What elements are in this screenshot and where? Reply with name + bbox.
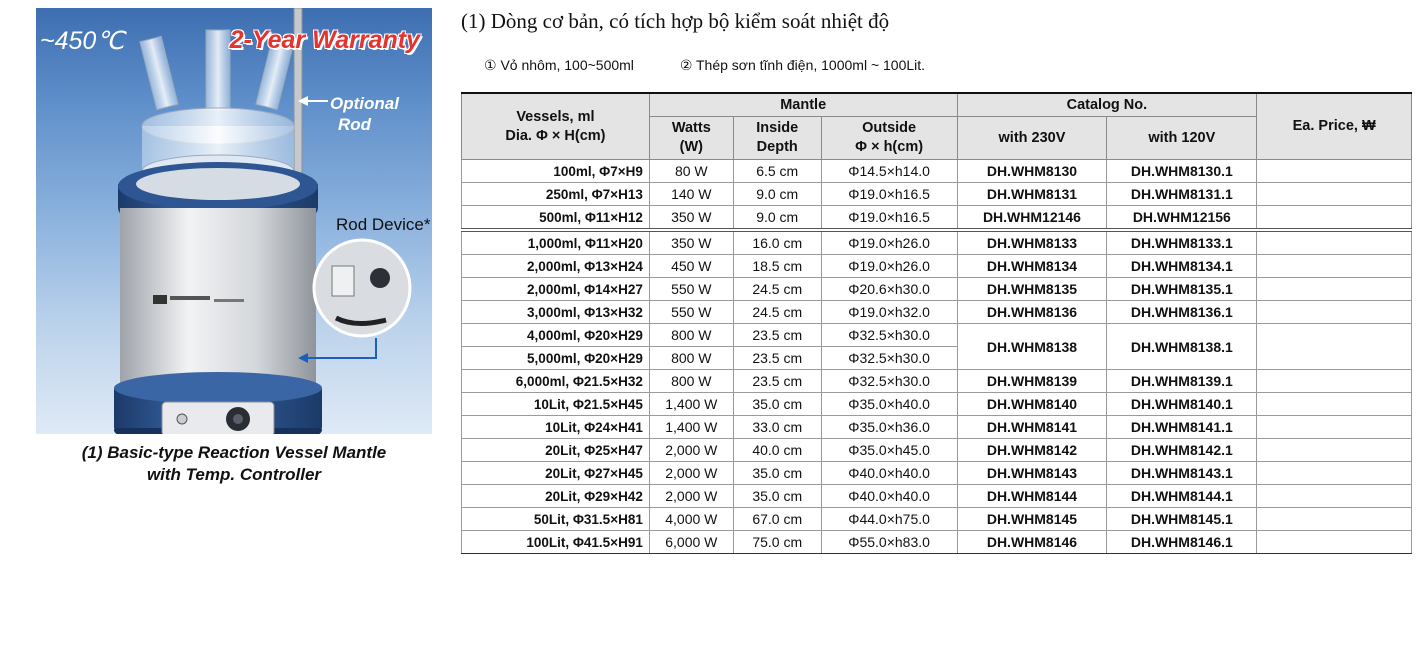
- header-outside: Outside Φ × h(cm): [821, 117, 957, 160]
- caption-line2: with Temp. Controller: [146, 465, 322, 484]
- table-row: 10Lit, Φ21.5×H45 1,400 W 35.0 cm Φ35.0×h40.0 DH.WHM8140 DH.WHM8140.1: [462, 393, 1412, 416]
- table-row: 250ml, Φ7×H13 140 W 9.0 cm Φ19.0×h16.5 DH.WHM8131 DH.WHM8131.1: [462, 183, 1412, 206]
- section-title: (1) Dòng cơ bản, có tích hợp bộ kiểm soát nhiệt độ: [461, 9, 890, 33]
- caption-line1: (1) Basic-type Reaction Vessel Mantle: [81, 443, 387, 462]
- note-steel: ② Thép sơn tĩnh điện, 1000ml ~ 100Lit.: [679, 57, 926, 73]
- table-row: 100Lit, Φ41.5×H91 6,000 W 75.0 cm Φ55.0×h83.0 DH.WHM8146 DH.WHM8146.1: [462, 531, 1412, 554]
- header-price: Ea. Price, ₩: [1257, 93, 1412, 160]
- spec-table: [461, 92, 1412, 554]
- table-row: 6,000ml, Φ21.5×H32 800 W 23.5 cm Φ32.5×h30.0 DH.WHM8139 DH.WHM8139.1: [462, 370, 1412, 393]
- table-row: 5,000ml, Φ20×H29 800 W 23.5 cm Φ32.5×h30.0: [462, 347, 1412, 370]
- table-row: 20Lit, Φ25×H47 2,000 W 40.0 cm Φ35.0×h45.0 DH.WHM8142 DH.WHM8142.1: [462, 439, 1412, 462]
- table-row: 4,000ml, Φ20×H29 800 W 23.5 cm Φ32.5×h30.0 DH.WHM8138 DH.WHM8138.1: [462, 324, 1412, 347]
- photo-caption: [36, 442, 432, 486]
- table-row: 500ml, Φ11×H12 350 W 9.0 cm Φ19.0×h16.5 DH.WHM12146 DH.WHM12156: [462, 206, 1412, 231]
- table-row: 2,000ml, Φ13×H24 450 W 18.5 cm Φ19.0×h26.0 DH.WHM8134 DH.WHM8134.1: [462, 255, 1412, 278]
- table-row: 3,000ml, Φ13×H32 550 W 24.5 cm Φ19.0×h32.0 DH.WHM8136 DH.WHM8136.1: [462, 301, 1412, 324]
- header-vessels: Vessels, ml Dia. Φ × H(cm): [462, 93, 650, 160]
- rod-device-label: Rod Device*: [336, 215, 431, 234]
- header-120v: with 120V: [1107, 117, 1257, 160]
- table-row: 20Lit, Φ29×H42 2,000 W 35.0 cm Φ40.0×h40.0 DH.WHM8144 DH.WHM8144.1: [462, 485, 1412, 508]
- table-row: 100ml, Φ7×H9 80 W 6.5 cm Φ14.5×h14.0 DH.WHM8130 DH.WHM8130.1: [462, 160, 1412, 183]
- table-row: 1,000ml, Φ11×H20 350 W 16.0 cm Φ19.0×h26.0 DH.WHM8133 DH.WHM8133.1: [462, 230, 1412, 255]
- warranty-badge: 2-Year Warranty: [229, 26, 420, 54]
- optional-rod-label: [330, 93, 399, 135]
- header-catalog: Catalog No.: [957, 93, 1257, 117]
- table-row: 20Lit, Φ27×H45 2,000 W 35.0 cm Φ40.0×h40.0 DH.WHM8143 DH.WHM8143.1: [462, 462, 1412, 485]
- temperature-label: ~450℃: [40, 27, 125, 55]
- header-mantle: Mantle: [649, 93, 957, 117]
- rod-label-line2: Rod: [338, 115, 372, 134]
- header-watts: Watts (W): [649, 117, 733, 160]
- table-row: 50Lit, Φ31.5×H81 4,000 W 67.0 cm Φ44.0×h75.0 DH.WHM8145 DH.WHM8145.1: [462, 508, 1412, 531]
- header-230v: with 230V: [957, 117, 1107, 160]
- section-notes: [484, 57, 967, 74]
- rod-label-line1: Optional: [330, 94, 399, 113]
- note-aluminum: ① Vỏ nhôm, 100~500ml: [484, 57, 634, 73]
- header-inside-depth: Inside Depth: [733, 117, 821, 160]
- table-row: 10Lit, Φ24×H41 1,400 W 33.0 cm Φ35.0×h36.0 DH.WHM8141 DH.WHM8141.1: [462, 416, 1412, 439]
- table-row: 2,000ml, Φ14×H27 550 W 24.5 cm Φ20.6×h30.0 DH.WHM8135 DH.WHM8135.1: [462, 278, 1412, 301]
- product-photo: [36, 8, 432, 434]
